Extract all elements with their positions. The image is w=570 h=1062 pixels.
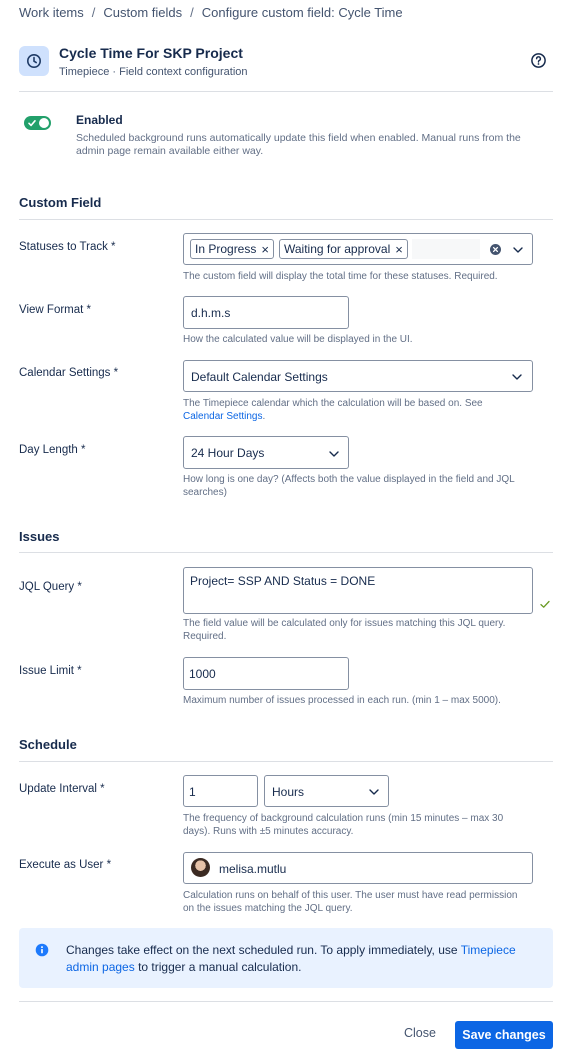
- help-icon[interactable]: [530, 52, 547, 69]
- section-heading-issues: Issues: [19, 529, 60, 544]
- tag-label: Waiting for approval: [284, 242, 391, 256]
- execute-user-label: Execute as User *: [19, 859, 112, 871]
- jql-query-input[interactable]: [183, 567, 533, 614]
- breadcrumb-separator: /: [91, 5, 96, 20]
- chevron-down-icon[interactable]: [513, 247, 523, 253]
- section-divider: [19, 761, 553, 762]
- issue-limit-help: Maximum number of issues processed in each run. (min 1 – max 5000).: [183, 695, 501, 706]
- clock-icon: [19, 46, 49, 76]
- calendar-select[interactable]: [183, 360, 533, 392]
- page-subtitle: Timepiece · Field context configuration: [59, 66, 248, 78]
- update-interval-input[interactable]: [183, 775, 258, 807]
- execute-user-picker[interactable]: [183, 852, 533, 884]
- update-interval-unit-select[interactable]: [264, 775, 389, 807]
- breadcrumb-separator: /: [190, 5, 194, 20]
- update-interval-unit: Hours: [272, 785, 305, 799]
- calendar-value: Default Calendar Settings: [191, 370, 328, 384]
- statuses-help: The custom field will display the total time for these statuses. Required.: [183, 271, 498, 282]
- close-button[interactable]: Close: [404, 1026, 436, 1040]
- issue-limit-label: Issue Limit *: [19, 665, 82, 677]
- tag-label: In Progress: [195, 242, 257, 256]
- breadcrumb-custom-fields[interactable]: Custom fields: [103, 5, 183, 20]
- calendar-settings-link[interactable]: Calendar Settings: [183, 411, 263, 422]
- enabled-toggle[interactable]: [24, 116, 51, 130]
- execute-user-help: Calculation runs on behalf of this user. The user must have read permission on the issues matching the JQL query.: [183, 890, 518, 914]
- calendar-help-suffix: .: [262, 411, 266, 422]
- info-suffix: to trigger a manual calculation.: [138, 960, 302, 974]
- statuses-label: Statuses to Track *: [19, 241, 116, 253]
- section-divider: [19, 219, 553, 220]
- jql-help: The field value will be calculated only for issues matching this JQL query. Required.: [183, 618, 506, 642]
- breadcrumb-work-items[interactable]: Work items: [19, 5, 84, 20]
- breadcrumb: [19, 5, 403, 20]
- timepiece-admin-link[interactable]: Timepiece admin pages: [66, 943, 516, 974]
- section-divider: [19, 552, 553, 553]
- valid-check-icon: [540, 600, 550, 609]
- footer-divider: [19, 1001, 553, 1002]
- info-text: Changes take effect on the next scheduled run. To apply immediately, use: [66, 943, 458, 957]
- save-changes-button[interactable]: Save changes: [455, 1021, 553, 1049]
- remove-tag-icon[interactable]: ×: [261, 241, 269, 257]
- update-interval-value: 1: [189, 785, 196, 799]
- info-message: [66, 942, 546, 976]
- jql-query-value: Project= SSP AND Status = DONE: [190, 574, 376, 588]
- day-length-select[interactable]: [183, 436, 349, 469]
- enabled-description: Scheduled background runs automatically update this field when enabled. Manual runs from the admin page remain available either way.: [76, 132, 521, 157]
- calendar-help-text: The Timepiece calendar which the calculation will be based on. See: [183, 398, 483, 409]
- status-tag-in-progress: [190, 239, 274, 259]
- statuses-search-input[interactable]: [412, 239, 480, 259]
- view-format-label: View Format *: [19, 304, 92, 316]
- view-format-value: d.h.m.s: [191, 306, 231, 320]
- header-divider: [19, 91, 553, 92]
- avatar: [191, 858, 210, 877]
- section-heading-schedule: Schedule: [19, 737, 77, 752]
- jql-label: JQL Query *: [19, 581, 82, 593]
- info-banner: [19, 928, 553, 988]
- issue-limit-value: 1000: [189, 667, 216, 681]
- info-icon: [35, 943, 49, 957]
- execute-user-value: melisa.mutlu: [219, 862, 287, 876]
- remove-tag-icon[interactable]: ×: [395, 241, 403, 257]
- enabled-label: Enabled: [76, 113, 123, 127]
- clear-icon[interactable]: [490, 244, 501, 255]
- calendar-help: [183, 397, 535, 423]
- day-length-value: 24 Hour Days: [191, 446, 265, 460]
- chevron-down-icon: [369, 789, 379, 795]
- update-interval-help: The frequency of background calculation runs (min 15 minutes – max 30 days). Runs with ±5 minutes accuracy.: [183, 813, 504, 837]
- calendar-label: Calendar Settings *: [19, 367, 119, 379]
- view-format-select[interactable]: [183, 296, 349, 329]
- day-length-help: How long is one day? (Affects both the value displayed in the field and JQL searches): [183, 474, 515, 498]
- status-tag-waiting-for-approval: [279, 239, 408, 259]
- issue-limit-input[interactable]: [183, 657, 349, 690]
- chevron-down-icon: [329, 451, 339, 457]
- view-format-help: How the calculated value will be displayed in the UI.: [183, 334, 413, 345]
- toggle-knob: [39, 118, 49, 128]
- update-interval-label: Update Interval *: [19, 783, 105, 795]
- section-heading-custom-field: Custom Field: [19, 195, 102, 210]
- statuses-multiselect[interactable]: [183, 233, 533, 265]
- chevron-down-icon: [512, 374, 522, 380]
- day-length-label: Day Length *: [19, 444, 86, 456]
- breadcrumb-current: Configure custom field: Cycle Time: [201, 5, 403, 20]
- page-title: Cycle Time For SKP Project: [59, 45, 243, 61]
